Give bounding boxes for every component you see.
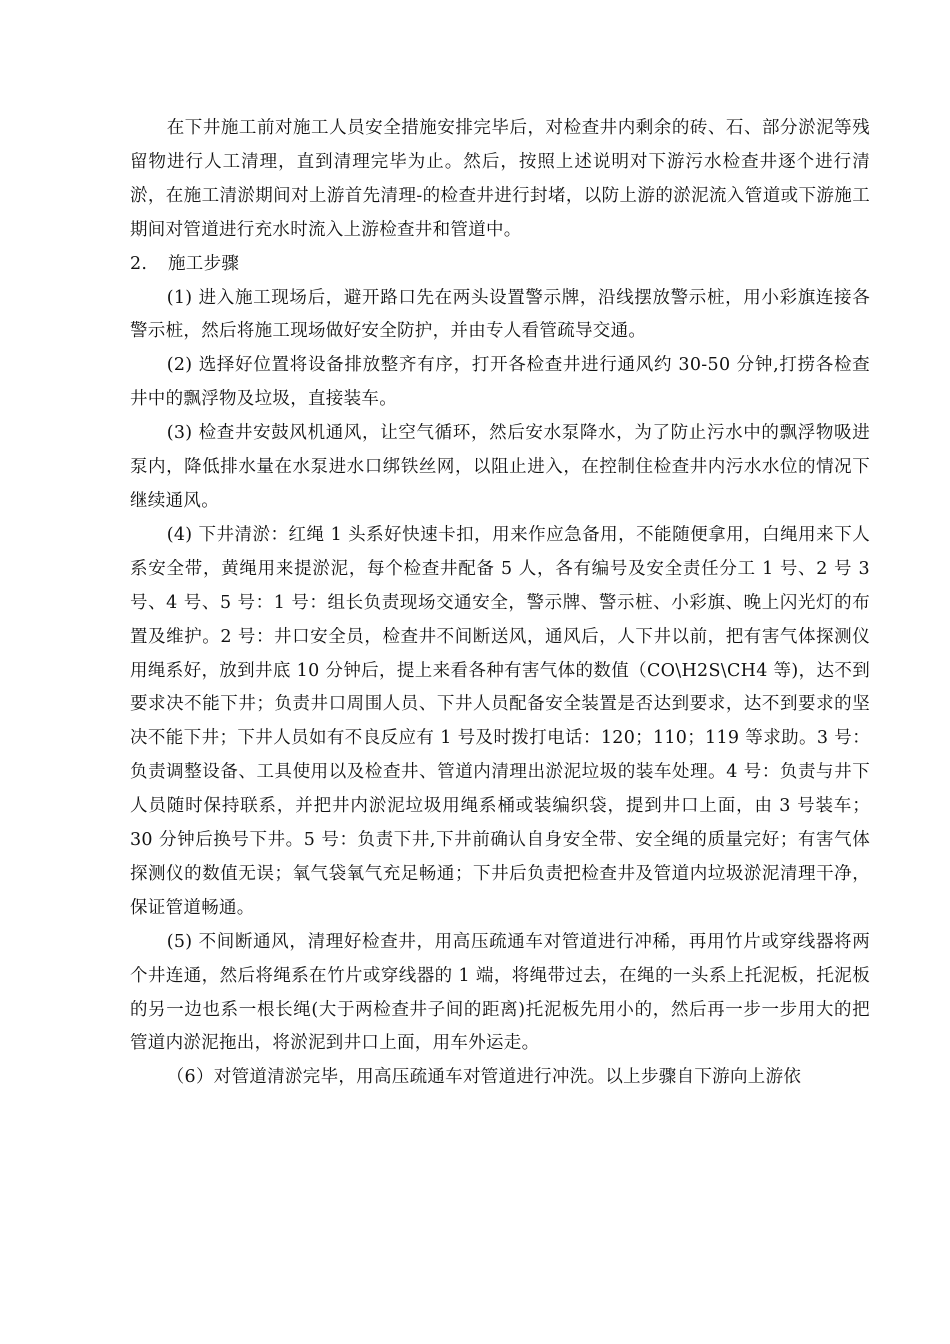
- intro-paragraph: 在下井施工前对施工人员安全措施安排完毕后，对检查井内剩余的砖、石、部分淤泥等残留物进行人工清理，直到清理完毕为止。然后，按照上述说明对下游污水检查井逐个进行清淤，在施工清淤期间对上游首先清理-的检查井进行封堵，以防上游的淤泥流入管道或下游施工期间对管道进行充水时流入上游检查井和管道中。: [130, 118, 870, 240]
- step-4: (4) 下井清淤：红绳 1 头系好快速卡扣，用来作应急备用，不能随便拿用，白绳用来下人系安全带，黄绳用来提淤泥，每个检查井配备 5 人，各有编号及安全责任分工 1 号、2 号 3 号、4 号、5 号：1 号：组长负责现场交通安全，警示牌、警示桩、小彩旗、晚上闪光灯的布置及维护。2 号：井口安全员，检查井不间断送风，通风后，人下井以前，把有害气体探测仪用绳系好，放到井底 10 分钟后，提上来看各种有害气体的数值（CO\H2S\CH4 等)，达不到要求决不能下井；负责井口周围人员、下井人员配备安全装置是否达到要求，达不到要求的坚决不能下井；下井人员如有不良反应有 1 号及时拨打电话：120；110；119 等求助。3 号：负责调整设备、工具使用以及检查井、管道内清理出淤泥垃圾的装车处理。4 号：负责与井下人员随时保持联系，并把井内淤泥垃圾用绳系桶或装编织袋，提到井口上面，由 3 号装车；30 分钟后换号下井。5 号：负责下井,下井前确认自身安全带、安全绳的质量完好；有害气体探测仪的数值无误；氧气袋氧气充足畅通；下井后负责把检查井及管道内垃圾淤泥清理干净，保证管道畅通。: [130, 524, 870, 918]
- step-5: (5) 不间断通风，清理好检查井，用高压疏通车对管道进行冲稀，再用竹片或穿线器将两个井连通，然后将绳系在竹片或穿线器的 1 端，将绳带过去，在绳的一头系上托泥板，托泥板的另一边也系一根长绳(大于两检查井子间的距离)托泥板先用小的，然后再一步一步用大的把管道内淤泥拖出，将淤泥到井口上面，用车外运走。: [130, 931, 870, 1054]
- document-body: [130, 112, 870, 1095]
- step-2: (2) 选择好位置将设备排放整齐有序，打开各检查井进行通风约 30-50 分钟,打捞各检查井中的飘浮物及垃圾，直接装车。: [130, 355, 870, 410]
- step-3: (3) 检查井安鼓风机通风，让空气循环，然后安水泵降水，为了防止污水中的飘浮物吸进泵内，降低排水量在水泵进水口绑铁丝网，以阻止进入，在控制住检查井内污水水位的情况下继续通风。: [130, 423, 870, 511]
- section-heading: [130, 248, 870, 282]
- step-1: (1) 进入施工现场后，避开路口先在两头设置警示牌，沿线摆放警示桩，用小彩旗连接各警示桩，然后将施工现场做好安全防护，并由专人看管疏导交通。: [130, 287, 870, 342]
- section-number: 2.: [130, 253, 148, 274]
- step-6: （6）对管道清淤完毕，用高压疏通车对管道进行冲洗。以上步骤自下游向上游依: [166, 1067, 802, 1088]
- section-title: 施工步骤: [168, 253, 240, 274]
